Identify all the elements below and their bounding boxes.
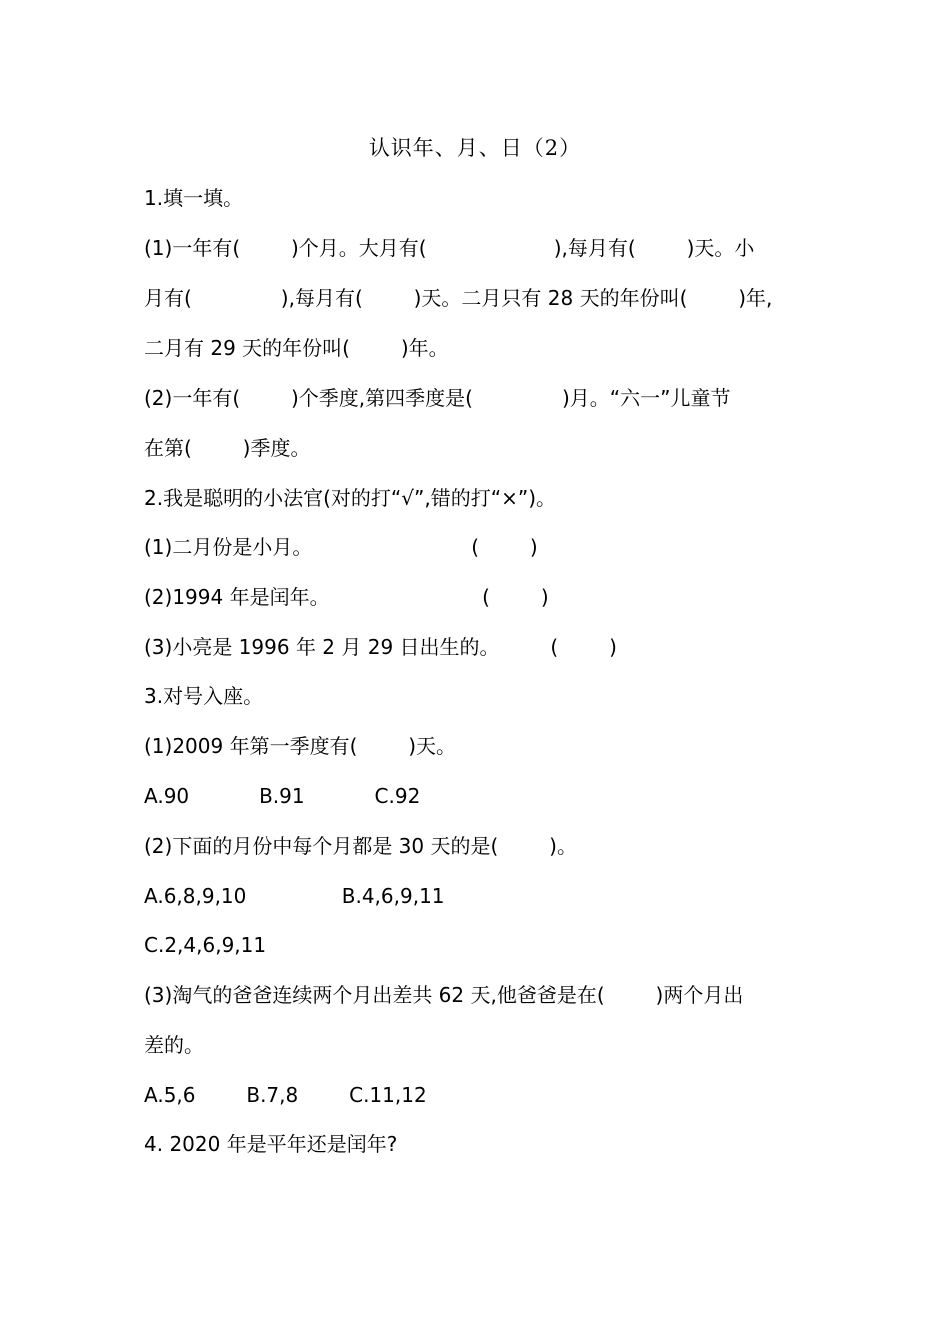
question-1-1-line-1: (1)一年有( )个月。大月有( ),每月有( )天。小	[144, 236, 755, 260]
question-3-3-line-1: (3)淘气的爸爸连续两个月出差共 62 天,他爸爸是在( )两个月出	[144, 983, 744, 1007]
question-1-2-line-1: (2)一年有( )个季度,第四季度是( )月。“六一”儿童节	[144, 386, 731, 410]
question-2-1: (1)二月份是小月。 ( )	[144, 535, 538, 559]
question-1-1-line-2: 月有( ),每月有( )天。二月只有 28 天的年份叫( )年,	[144, 286, 773, 310]
section-4-heading: 4. 2020 年是平年还是闰年?	[144, 1132, 398, 1156]
question-1-2-line-2: 在第( )季度。	[144, 436, 311, 460]
question-2-2: (2)1994 年是闰年。 ( )	[144, 585, 549, 609]
section-1-heading: 1.填一填。	[144, 186, 244, 210]
question-3-2-options-line-2: C.2,4,6,9,11	[144, 933, 267, 957]
question-2-3: (3)小亮是 1996 年 2 月 29 日出生的。 ( )	[144, 635, 617, 659]
question-3-1: (1)2009 年第一季度有( )天。	[144, 734, 457, 758]
page-title: 认识年、月、日（2）	[368, 136, 582, 160]
section-2-heading: 2.我是聪明的小法官(对的打“√”,错的打“×”)。	[144, 486, 556, 510]
question-3-1-options: A.90 B.91 C.92	[144, 784, 421, 808]
question-3-2-options-line-1: A.6,8,9,10 B.4,6,9,11	[144, 884, 445, 908]
question-1-1-line-3: 二月有 29 天的年份叫( )年。	[144, 336, 449, 360]
question-3-3-options: A.5,6 B.7,8 C.11,12	[144, 1083, 427, 1107]
question-3-2: (2)下面的月份中每个月都是 30 天的是( )。	[144, 834, 577, 858]
section-3-heading: 3.对号入座。	[144, 684, 264, 708]
question-3-3-line-2: 差的。	[144, 1033, 204, 1057]
